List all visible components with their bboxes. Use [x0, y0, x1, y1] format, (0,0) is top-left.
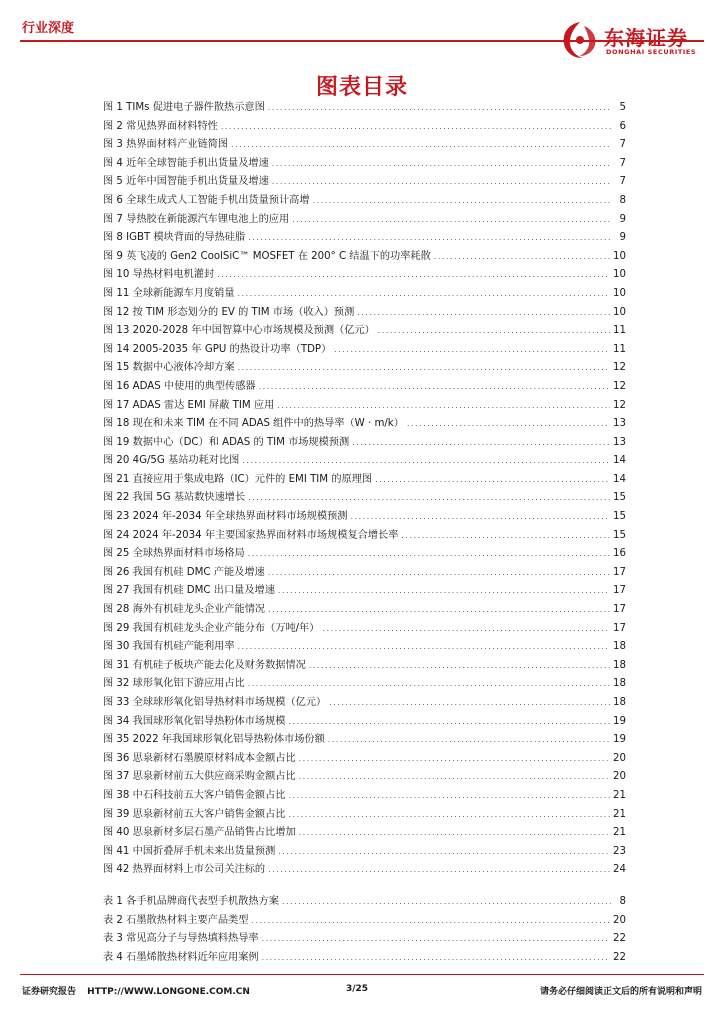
toc-leader-dots — [278, 582, 610, 601]
toc-entry-page: 21 — [613, 827, 626, 839]
toc-leader-dots — [272, 155, 611, 174]
toc-entry-page: 8 — [619, 895, 626, 907]
toc-entry-label: 图 21 直接应用于集成电路（IC）元件的 EMI TIM 的原理图 — [103, 473, 373, 485]
toc-entry[interactable] — [103, 713, 626, 732]
toc-entry[interactable] — [103, 192, 626, 211]
report-type: 证券研究报告 — [22, 987, 77, 997]
toc-entry-label: 图 25 全球热界面材料市场格局 — [103, 548, 245, 560]
toc-entry[interactable] — [103, 229, 626, 248]
toc-entry-label: 图 9 英飞凌的 Gen2 CoolSiC™ MOSFET 在 200° C 结温下的功率耗散 — [103, 250, 431, 262]
page-indicator: 3/25 — [346, 984, 369, 994]
toc-leader-dots — [278, 843, 610, 862]
toc-entry[interactable] — [103, 694, 626, 713]
toc-entry[interactable] — [103, 893, 626, 912]
toc-entry-page: 10 — [613, 250, 626, 262]
toc-entry[interactable] — [103, 211, 626, 230]
toc-entry[interactable] — [103, 359, 626, 378]
toc-entry-page: 19 — [613, 734, 626, 746]
toc-leader-dots — [313, 192, 611, 211]
toc-leader-dots — [251, 912, 610, 931]
toc-entry-label: 图 12 按 TIM 形态划分的 EV 的 TIM 市场（收入）预测 — [103, 306, 355, 318]
toc-entry-label: 图 1 TIMs 促进电子器件散热示意图 — [103, 102, 265, 113]
toc-entry-label: 图 5 近年中国智能手机出货量及增速 — [103, 176, 269, 188]
company-logo — [558, 20, 708, 60]
toc-entry[interactable] — [103, 136, 626, 155]
disclaimer: 请务必仔细阅读正文后的所有说明和声明 — [539, 987, 702, 997]
toc-entry[interactable] — [103, 912, 626, 931]
toc-entry-label: 图 8 IGBT 模块背面的导热硅脂 — [103, 232, 246, 244]
logo-chinese-name: 东海证券 — [604, 26, 688, 50]
toc-entry[interactable] — [103, 118, 626, 137]
toc-leader-dots — [268, 861, 610, 880]
toc-leader-dots — [231, 136, 611, 155]
toc-entry-page: 20 — [613, 914, 626, 926]
toc-entry-label: 图 27 我国有机硅 DMC 出口量及增速 — [103, 585, 275, 597]
toc-leader-dots — [248, 545, 610, 564]
toc-entry[interactable] — [103, 768, 626, 787]
logo-english-name: DONGHAI SECURITIES — [606, 48, 697, 56]
toc-entry[interactable] — [103, 824, 626, 843]
toc-leader-dots — [268, 601, 610, 620]
toc-entry-label: 图 13 2020-2028 年中国智算中心市场规模及预测（亿元） — [103, 325, 375, 337]
report-category: 行业深度 — [22, 21, 75, 36]
footer-left — [22, 984, 250, 997]
toc-leader-dots — [288, 713, 610, 732]
toc-entry[interactable] — [103, 471, 626, 490]
toc-entry-label: 图 31 有机硅子板块产能去化及财务数据情况 — [103, 659, 306, 671]
toc-entry-label: 表 1 各手机品牌商代表型手机散热方案 — [103, 895, 279, 907]
toc-entry-page: 22 — [613, 951, 626, 963]
toc-entry-page: 12 — [613, 399, 626, 411]
toc-entry-page: 18 — [613, 641, 626, 653]
toc-entry-page: 12 — [613, 362, 626, 374]
toc-entry-page: 9 — [619, 213, 626, 225]
toc-entry[interactable] — [103, 620, 626, 639]
toc-entry[interactable] — [103, 173, 626, 192]
toc-entry-label: 图 34 我国球形氧化铝导热粉体市场规模 — [103, 715, 286, 727]
toc-leader-dots — [238, 285, 611, 304]
toc-entry[interactable] — [103, 545, 626, 564]
toc-entry-page: 17 — [613, 604, 626, 616]
toc-entry-page: 6 — [619, 120, 626, 132]
toc-entry-page: 17 — [613, 566, 626, 578]
toc-entry[interactable] — [103, 861, 626, 880]
toc-entry-label: 图 42 热界面材料上市公司关注标的 — [103, 864, 266, 876]
toc-entry[interactable] — [103, 304, 626, 323]
toc-leader-dots — [268, 99, 611, 118]
toc-entry[interactable] — [103, 415, 626, 434]
toc-entry-page: 15 — [613, 529, 626, 541]
toc-entry[interactable] — [103, 322, 626, 341]
toc-entry-page: 20 — [613, 752, 626, 764]
toc-leader-dots — [434, 248, 610, 267]
toc-leader-dots — [288, 806, 610, 825]
toc-entry-page: 10 — [613, 269, 626, 281]
toc-leader-dots — [329, 694, 610, 713]
toc-leader-dots — [262, 949, 610, 968]
toc-entry[interactable] — [103, 452, 626, 471]
toc-entry-page: 10 — [613, 306, 626, 318]
toc-leader-dots — [299, 824, 610, 843]
toc-leader-dots — [248, 229, 611, 248]
toc-entry-page: 15 — [613, 511, 626, 523]
toc-leader-dots — [309, 657, 610, 676]
section-gap — [103, 880, 626, 893]
toc-entry-page: 18 — [613, 697, 626, 708]
toc-entry-label: 图 10 导热材料电机灌封 — [103, 269, 215, 281]
toc-leader-dots — [375, 471, 610, 490]
toc-leader-dots — [238, 638, 611, 657]
toc-entry[interactable] — [103, 582, 626, 601]
toc-entry-page: 19 — [613, 715, 626, 727]
toc-leader-dots — [259, 378, 610, 397]
table-of-figures — [103, 99, 626, 967]
toc-entry-label: 图 14 2005-2035 年 GPU 的热设计功率（TDP） — [103, 343, 332, 355]
toc-leader-dots — [292, 211, 611, 230]
toc-entry-page: 17 — [613, 622, 626, 634]
toc-leader-dots — [217, 266, 610, 285]
toc-entry-label: 表 3 常见高分子与导热填料热导率 — [103, 933, 259, 945]
toc-entry-page: 21 — [613, 808, 626, 820]
donghai-logo-icon — [558, 20, 602, 60]
toc-entry[interactable] — [103, 489, 626, 508]
toc-leader-dots — [334, 341, 610, 360]
toc-entry-page: 7 — [619, 139, 626, 151]
toc-entry-label: 图 26 我国有机硅 DMC 产能及增速 — [103, 566, 265, 578]
toc-entry-label: 图 3 热界面材料产业链简图 — [103, 139, 229, 151]
toc-entry[interactable] — [103, 397, 626, 416]
toc-leader-dots — [262, 930, 610, 949]
toc-leader-dots — [328, 731, 610, 750]
toc-entry-page: 18 — [613, 659, 626, 671]
toc-entry-page: 22 — [613, 933, 626, 945]
toc-entry-page: 24 — [613, 864, 626, 876]
toc-entry[interactable] — [103, 787, 626, 806]
toc-leader-dots — [352, 434, 610, 453]
toc-leader-dots — [401, 527, 610, 546]
toc-entry-page: 10 — [613, 287, 626, 299]
toc-entry-page: 9 — [619, 232, 626, 244]
toc-entry-label: 图 11 全球新能源车月度销量 — [103, 287, 235, 299]
toc-entry-label: 图 7 导热胶在新能源汽车锂电池上的应用 — [103, 213, 290, 225]
toc-leader-dots — [357, 304, 610, 323]
toc-leader-dots — [272, 173, 611, 192]
toc-leader-dots — [238, 359, 611, 378]
toc-entry-page: 20 — [613, 771, 626, 783]
toc-entry-label: 图 19 数据中心（DC）和 ADAS 的 TIM 市场规模预测 — [103, 436, 350, 448]
toc-entry-label: 图 40 思泉新材多层石墨产品销售占比增加 — [103, 827, 296, 839]
toc-entry[interactable] — [103, 601, 626, 620]
figure-list — [103, 99, 626, 880]
toc-entry-label: 图 38 中石科技前五大客户销售金额占比 — [103, 789, 286, 801]
toc-leader-dots — [288, 787, 610, 806]
toc-entry-label: 图 36 思泉新材石墨膜原材料成本金额占比 — [103, 752, 296, 764]
toc-entry-label: 图 32 球形氧化铝下游应用占比 — [103, 678, 245, 690]
toc-leader-dots — [221, 118, 611, 137]
toc-entry[interactable] — [103, 341, 626, 360]
toc-leader-dots — [282, 893, 611, 912]
toc-entry-label: 图 30 我国有机硅产能利用率 — [103, 641, 235, 653]
toc-entry-page: 7 — [619, 157, 626, 169]
toc-entry[interactable] — [103, 527, 626, 546]
toc-entry[interactable] — [103, 657, 626, 676]
toc-entry-label: 图 41 中国折叠屏手机未来出货量预测 — [103, 845, 276, 857]
toc-entry-page: 5 — [619, 102, 626, 113]
toc-entry-page: 13 — [613, 436, 626, 448]
toc-entry-label: 图 22 我国 5G 基站数快速增长 — [103, 492, 246, 504]
toc-leader-dots — [268, 564, 610, 583]
toc-entry[interactable] — [103, 378, 626, 397]
toc-entry-label: 表 2 石墨散热材料主要产品类型 — [103, 914, 249, 926]
toc-entry-label: 图 6 全球生成式人工智能手机出货量预计高增 — [103, 194, 310, 206]
toc-entry-label: 图 37 思泉新材前五大供应商采购金额占比 — [103, 771, 296, 783]
toc-entry[interactable] — [103, 750, 626, 769]
toc-entry-page: 13 — [613, 418, 626, 430]
toc-entry-page: 11 — [613, 343, 626, 355]
toc-entry-label: 图 4 近年全球智能手机出货量及增速 — [103, 157, 269, 169]
website-link[interactable]: HTTP://WWW.LONGONE.COM.CN — [87, 987, 250, 997]
toc-leader-dots — [242, 452, 610, 471]
toc-entry-label: 表 4 石墨烯散热材料近年应用案例 — [103, 951, 259, 963]
toc-entry[interactable] — [103, 508, 626, 527]
toc-entry-page: 12 — [613, 380, 626, 392]
toc-leader-dots — [378, 322, 610, 341]
toc-entry[interactable] — [103, 731, 626, 750]
toc-entry[interactable] — [103, 564, 626, 583]
toc-entry-label: 图 29 我国有机硅龙头企业产能分布（万吨/年） — [103, 622, 320, 634]
toc-leader-dots — [350, 508, 610, 527]
toc-entry-page: 7 — [619, 176, 626, 188]
toc-leader-dots — [322, 620, 610, 639]
toc-entry-page: 18 — [613, 678, 626, 690]
toc-entry-page: 14 — [613, 455, 626, 467]
toc-entry-label: 图 33 全球球形氧化铝导热材料市场规模（亿元） — [103, 697, 327, 708]
toc-entry[interactable] — [103, 843, 626, 862]
toc-entry-label: 图 16 ADAS 中使用的典型传感器 — [103, 380, 256, 392]
toc-leader-dots — [248, 489, 610, 508]
toc-entry-label: 图 15 数据中心液体冷却方案 — [103, 362, 235, 374]
toc-entry[interactable] — [103, 99, 626, 118]
toc-entry-label: 图 39 思泉新材前五大客户销售金额占比 — [103, 808, 286, 820]
toc-entry[interactable] — [103, 266, 626, 285]
toc-leader-dots — [248, 675, 610, 694]
toc-entry-label: 图 23 2024 年-2034 年全球热界面材料市场规模预测 — [103, 511, 348, 523]
toc-leader-dots — [299, 768, 610, 787]
toc-entry-label: 图 18 现在和未来 TIM 在不同 ADAS 组件中的热导率（W · m/k） — [103, 418, 404, 430]
toc-entry-page: 15 — [613, 492, 626, 504]
toc-entry[interactable] — [103, 806, 626, 825]
toc-entry-label: 图 17 ADAS 雷达 EMI 屏蔽 TIM 应用 — [103, 399, 275, 411]
toc-leader-dots — [407, 415, 610, 434]
toc-entry[interactable] — [103, 949, 626, 968]
toc-entry[interactable] — [103, 930, 626, 949]
toc-entry[interactable] — [103, 434, 626, 453]
toc-entry[interactable] — [103, 155, 626, 174]
toc-entry-page: 23 — [613, 845, 626, 857]
toc-entry-page: 16 — [613, 548, 626, 560]
toc-entry[interactable] — [103, 638, 626, 657]
toc-entry-label: 图 20 4G/5G 基站功耗对比图 — [103, 455, 240, 467]
toc-entry[interactable] — [103, 285, 626, 304]
toc-entry-page: 14 — [613, 473, 626, 485]
toc-entry-page: 17 — [613, 585, 626, 597]
toc-entry-page: 11 — [613, 325, 626, 337]
toc-entry-label: 图 2 常见热界面材料特性 — [103, 120, 218, 132]
page-title: 图表目录 — [315, 75, 408, 100]
toc-entry-page: 8 — [619, 194, 626, 206]
table-list — [103, 893, 626, 967]
toc-leader-dots — [277, 397, 610, 416]
toc-entry[interactable] — [103, 675, 626, 694]
toc-entry-label: 图 35 2022 年我国球形氧化铝导热粉体市场份额 — [103, 734, 325, 746]
footer-divider — [20, 974, 704, 975]
toc-entry[interactable] — [103, 248, 626, 267]
toc-entry-label: 图 24 2024 年-2034 年主要国家热界面材料市场规模复合增长率 — [103, 529, 399, 541]
toc-entry-page: 21 — [613, 789, 626, 801]
toc-entry-label: 图 28 海外有机硅龙头企业产能情况 — [103, 604, 266, 616]
toc-leader-dots — [299, 750, 610, 769]
